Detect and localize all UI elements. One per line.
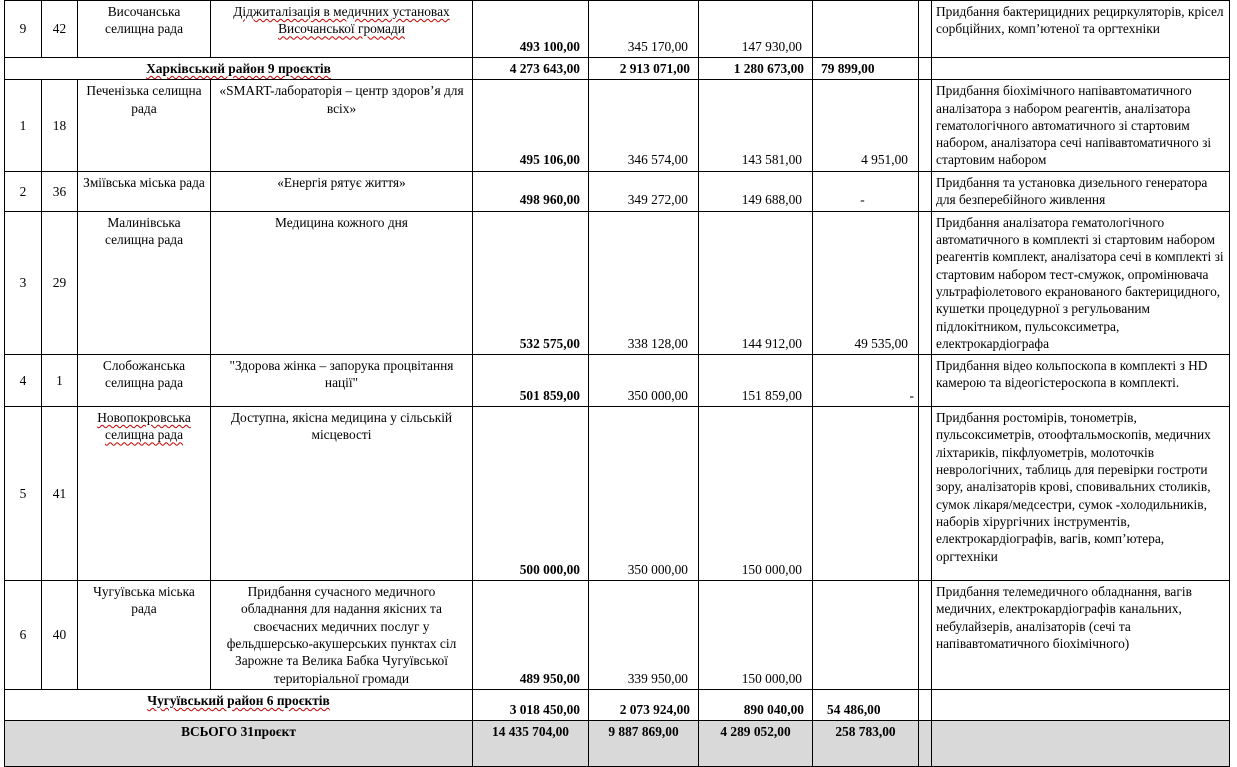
oblast-funds: 350 000,00 xyxy=(589,355,699,407)
district-sum-row xyxy=(5,58,1230,80)
grand-total-local: 4 289 052,00 xyxy=(699,720,813,766)
project-name: "Здорова жінка – запорука процвітання нації" xyxy=(211,355,473,407)
other-funds: - xyxy=(813,171,919,211)
local-funds: 149 688,00 xyxy=(699,171,813,211)
other-funds xyxy=(813,407,919,581)
project-name: Медицина кожного дня xyxy=(211,211,473,354)
project-name xyxy=(211,1,473,58)
sum-oblast: 2 913 071,00 xyxy=(589,58,699,80)
total-cost: 493 100,00 xyxy=(473,1,589,58)
description: Придбання відео кольпоскопа в комплекті з HD камерою та відеогістероскопа в комплекті. xyxy=(932,355,1230,407)
project-name: Придбання сучасного медичного обладнання для надання якісних та своєчасних медичних послуг у фельдшерсько-акушерських пунктах сіл Зарожне та Велика Бабка Чугуївської територіальної громади xyxy=(211,581,473,690)
table-row xyxy=(5,355,1230,407)
local-funds: 143 581,00 xyxy=(699,80,813,171)
grand-total-description xyxy=(932,720,1230,766)
grand-total-row xyxy=(5,720,1230,766)
spacer-cell xyxy=(919,58,932,80)
sum-description xyxy=(932,689,1230,720)
spacer-cell xyxy=(919,355,932,407)
project-id: 29 xyxy=(42,211,78,354)
row-number: 2 xyxy=(5,171,42,211)
spacer-cell xyxy=(919,211,932,354)
other-funds xyxy=(813,1,919,58)
grand-total-other: 258 783,00 xyxy=(813,720,919,766)
sum-other: 54 486,00 xyxy=(813,689,919,720)
total-cost: 532 575,00 xyxy=(473,211,589,354)
other-funds: - xyxy=(813,355,919,407)
project-name: «Енергія рятує життя» xyxy=(211,171,473,211)
district-sum-label-text: Харківський район 9 проєктів xyxy=(146,61,331,76)
project-id: 42 xyxy=(42,1,78,58)
other-funds xyxy=(813,581,919,690)
other-funds: 49 535,00 xyxy=(813,211,919,354)
district-sum-label xyxy=(5,689,473,720)
table-row xyxy=(5,407,1230,581)
table-row xyxy=(5,211,1230,354)
oblast-funds: 339 950,00 xyxy=(589,581,699,690)
spacer-cell xyxy=(919,171,932,211)
district-sum-label xyxy=(5,58,473,80)
hromada-name: Височанська селищна рада xyxy=(78,1,211,58)
local-funds: 150 000,00 xyxy=(699,581,813,690)
sum-total: 3 018 450,00 xyxy=(473,689,589,720)
sum-local: 890 040,00 xyxy=(699,689,813,720)
description: Придбання ростомірів, тонометрів, пульсоксиметрів, отоофтальмоскопів, медичних ліхтариків, пікфлуометрів, молоточків неврологічних, таблиць для перевірки гостроти зору, аналізаторів крові, сповивальних столиків, сумок лікаря/медсестри, сумок -холодильників, наборів хірургічних інструментів, електрокардіографів, вагів, комп’ютера, оргтехніки xyxy=(932,407,1230,581)
local-funds: 144 912,00 xyxy=(699,211,813,354)
grand-total-label: ВСЬОГО 31проєкт xyxy=(5,720,473,766)
row-number: 5 xyxy=(5,407,42,581)
other-funds: 4 951,00 xyxy=(813,80,919,171)
oblast-funds: 350 000,00 xyxy=(589,407,699,581)
project-id: 1 xyxy=(42,355,78,407)
oblast-funds: 345 170,00 xyxy=(589,1,699,58)
projects-table xyxy=(4,0,1230,767)
table-row xyxy=(5,171,1230,211)
sum-oblast: 2 073 924,00 xyxy=(589,689,699,720)
spacer-cell xyxy=(919,1,932,58)
hromada-name: Чугуївська міська рада xyxy=(78,581,211,690)
project-id: 40 xyxy=(42,581,78,690)
sum-other: 79 899,00 xyxy=(813,58,919,80)
project-name: «SMART-лабораторія – центр здоров’я для всіх» xyxy=(211,80,473,171)
description: Придбання телемедичного обладнання, вагів медичних, електрокардіографів канальних, небулайзерів, аналізаторів (сечі та напівавтоматичного біохімічного) xyxy=(932,581,1230,690)
spacer-cell xyxy=(919,407,932,581)
district-sum-row xyxy=(5,689,1230,720)
hromada-name: Малинівська селищна рада xyxy=(78,211,211,354)
total-cost: 501 859,00 xyxy=(473,355,589,407)
oblast-funds: 346 574,00 xyxy=(589,80,699,171)
description: Придбання бактерицидних рециркуляторів, крісел сорбційних, комп’ютеної та оргтехніки xyxy=(932,1,1230,58)
oblast-funds: 349 272,00 xyxy=(589,171,699,211)
district-sum-label-text: Чугуївський район 6 проєктів xyxy=(147,692,330,708)
description: Придбання та установка дизельного генератора для безперебійного живлення xyxy=(932,171,1230,211)
row-number: 6 xyxy=(5,581,42,690)
table-row xyxy=(5,80,1230,171)
project-name-text: Діджиталізація в медичних установах Височанської громади xyxy=(233,4,450,37)
project-id: 41 xyxy=(42,407,78,581)
oblast-funds: 338 128,00 xyxy=(589,211,699,354)
row-number: 1 xyxy=(5,80,42,171)
hromada-name-text: Новопокровська селищна рада xyxy=(97,410,191,443)
project-name: Доступна, якісна медицина у сільській місцевості xyxy=(211,407,473,581)
spacer-cell xyxy=(919,720,932,766)
table-row xyxy=(5,581,1230,690)
local-funds: 151 859,00 xyxy=(699,355,813,407)
hromada-name: Слобожанська селищна рада xyxy=(78,355,211,407)
spacer-cell xyxy=(919,581,932,690)
total-cost: 489 950,00 xyxy=(473,581,589,690)
description: Придбання аналізатора гематологічного автоматичного в комплекті зі стартовим набором реагентів комплект, аналізатора сечі в комплекті зі стартовим набором тест-смужок, опромінювача ультрафіолетового екранованого бактерицидного, кушетки процедурної з регульованим підлокітником, пульсоксиметра, електрокардіографа xyxy=(932,211,1230,354)
row-number: 4 xyxy=(5,355,42,407)
total-cost: 500 000,00 xyxy=(473,407,589,581)
project-id: 18 xyxy=(42,80,78,171)
table-row xyxy=(5,1,1230,58)
hromada-name: Печенізька селищна рада xyxy=(78,80,211,171)
project-id: 36 xyxy=(42,171,78,211)
sum-local: 1 280 673,00 xyxy=(699,58,813,80)
description: Придбання біохімічного напівавтоматичного аналізатора з набором реагентів, аналізатора гематологічного автоматичного зі стартовим набором, аналізатора сечі напівавтоматичного зі стартовим набором xyxy=(932,80,1230,171)
row-number: 9 xyxy=(5,1,42,58)
local-funds: 150 000,00 xyxy=(699,407,813,581)
spacer-cell xyxy=(919,80,932,171)
total-cost: 495 106,00 xyxy=(473,80,589,171)
hromada-name xyxy=(78,407,211,581)
sum-total: 4 273 643,00 xyxy=(473,58,589,80)
total-cost: 498 960,00 xyxy=(473,171,589,211)
row-number: 3 xyxy=(5,211,42,354)
grand-total-total: 14 435 704,00 xyxy=(473,720,589,766)
sum-description xyxy=(932,58,1230,80)
hromada-name: Зміївська міська рада xyxy=(78,171,211,211)
local-funds: 147 930,00 xyxy=(699,1,813,58)
grand-total-oblast: 9 887 869,00 xyxy=(589,720,699,766)
spacer-cell xyxy=(919,689,932,720)
